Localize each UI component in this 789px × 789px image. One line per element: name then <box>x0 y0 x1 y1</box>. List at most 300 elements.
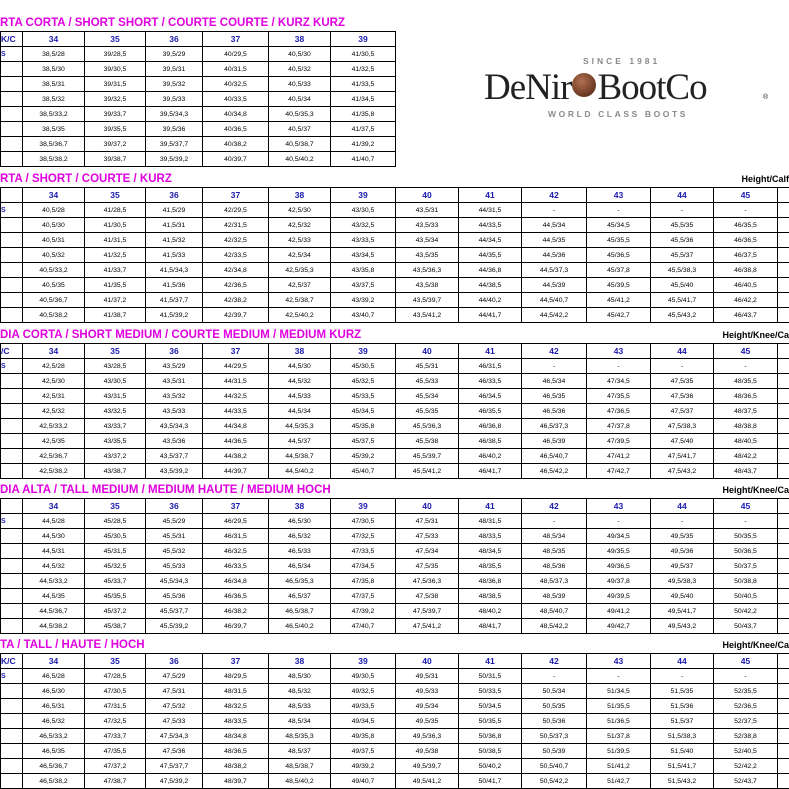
table-header-row <box>1 188 789 203</box>
measurement-cell: 38,5/28 <box>23 47 85 62</box>
measurement-cell: 43,5/35 <box>396 248 459 263</box>
measurement-cell: 47,5/36,3 <box>396 574 459 589</box>
measurement-cell: 46,5/28 <box>23 669 85 684</box>
section-title: RTA / SHORT / COURTE / KURZ <box>0 173 172 185</box>
measurement-cell: 45,5/36 <box>651 233 714 248</box>
measurement-cell: 46,5/34 <box>269 559 331 574</box>
measurement-cell: 45/34,5 <box>587 218 651 233</box>
measurement-cell: 50,5/35 <box>522 699 587 714</box>
measurement-cell: 48/32,5 <box>203 699 269 714</box>
measurement-cell: 52/36,5 <box>714 699 778 714</box>
measurement-cell: 43,5/37,7 <box>146 449 203 464</box>
measurement-cell: 43/31,5 <box>85 389 146 404</box>
table-header-row <box>1 654 789 669</box>
table-row <box>1 544 789 559</box>
measurement-cell: 45,5/38 <box>396 434 459 449</box>
header-size-cell <box>778 344 789 359</box>
measurement-cell: 43/30,5 <box>331 203 396 218</box>
table-row <box>1 359 789 374</box>
measurement-cell: 46/40,5 <box>714 278 778 293</box>
row-label <box>1 529 23 544</box>
row-label: S <box>1 47 23 62</box>
measurement-cell: 45,5/33 <box>146 559 203 574</box>
row-label <box>1 544 23 559</box>
measurement-cell: 47/34,5 <box>331 559 396 574</box>
measurement-cell: 45,5/36,3 <box>396 419 459 434</box>
section-measure-label: Height/Knee/Ca <box>722 485 789 495</box>
measurement-cell: 48/33,5 <box>203 714 269 729</box>
header-size-cell: 39 <box>331 32 396 47</box>
measurement-cell: 45,5/37 <box>651 248 714 263</box>
measurement-cell: 45,5/34,3 <box>146 574 203 589</box>
measurement-cell: 42,5/36,7 <box>23 449 85 464</box>
measurement-cell <box>778 589 789 604</box>
measurement-cell: 47/42,7 <box>587 464 651 479</box>
header-size-cell: 34 <box>23 32 85 47</box>
brand-logo <box>478 54 778 124</box>
measurement-cell: 48,5/40,2 <box>269 774 331 789</box>
measurement-cell: 43/37,2 <box>85 449 146 464</box>
measurement-cell: - <box>522 203 587 218</box>
measurement-cell: 45/32,5 <box>85 559 146 574</box>
measurement-cell: 44,5/35 <box>522 233 587 248</box>
measurement-cell: 51/36,5 <box>587 714 651 729</box>
measurement-cell: 43/34,5 <box>331 248 396 263</box>
measurement-cell: 49,5/40 <box>651 589 714 604</box>
measurement-cell: 42,5/35,3 <box>269 263 331 278</box>
measurement-cell: 43/38,7 <box>85 464 146 479</box>
measurement-cell: 46/33,5 <box>459 374 522 389</box>
measurement-cell: 44/38,5 <box>459 278 522 293</box>
measurement-cell: 41,5/36 <box>146 278 203 293</box>
measurement-cell: 51,5/37 <box>651 714 714 729</box>
table-row <box>1 248 789 263</box>
measurement-cell: 52/37,5 <box>714 714 778 729</box>
measurement-cell: 50/36,5 <box>714 544 778 559</box>
measurement-cell: 49/37,5 <box>331 744 396 759</box>
measurement-cell: 45/37,2 <box>85 604 146 619</box>
measurement-cell: 48,5/35,3 <box>269 729 331 744</box>
table-row <box>1 389 789 404</box>
table-row <box>1 62 396 77</box>
row-label <box>1 574 23 589</box>
measurement-cell: 40,5/37 <box>269 122 331 137</box>
row-label <box>1 619 23 634</box>
measurement-cell: 41/28,5 <box>85 203 146 218</box>
measurement-cell: 46,5/30 <box>23 684 85 699</box>
header-size-cell: 45 <box>714 499 778 514</box>
row-label <box>1 744 23 759</box>
measurement-cell: 42/34,8 <box>203 263 269 278</box>
measurement-cell: 42,5/30 <box>23 374 85 389</box>
measurement-cell: 43,5/31 <box>146 374 203 389</box>
measurement-cell: 38,5/35 <box>23 122 85 137</box>
measurement-cell: 41/33,7 <box>85 263 146 278</box>
measurement-cell: 48,5/37 <box>269 744 331 759</box>
measurement-cell: 45/38,7 <box>85 619 146 634</box>
measurement-cell: 41/32,5 <box>331 62 396 77</box>
measurement-cell: 49,5/34 <box>396 699 459 714</box>
measurement-cell <box>778 359 789 374</box>
measurement-cell: 47/33,7 <box>85 729 146 744</box>
measurement-cell: 38,5/38,2 <box>23 152 85 167</box>
table-row <box>1 759 789 774</box>
row-label: S <box>1 359 23 374</box>
measurement-cell <box>778 619 789 634</box>
measurement-cell: 47/35,8 <box>331 574 396 589</box>
measurement-cell: 49/42,7 <box>587 619 651 634</box>
measurement-cell: 47,5/31 <box>396 514 459 529</box>
measurement-cell: 41/30,5 <box>331 47 396 62</box>
measurement-cell: 52/43,7 <box>714 774 778 789</box>
measurement-cell: 46,5/35 <box>522 389 587 404</box>
measurement-cell: 49,5/43,2 <box>651 619 714 634</box>
table-header-row <box>1 344 789 359</box>
measurement-cell: 41,5/34,3 <box>146 263 203 278</box>
measurement-cell: 48/39,7 <box>203 774 269 789</box>
measurement-cell: 45,5/31 <box>396 359 459 374</box>
measurement-cell: 46,5/40,7 <box>522 449 587 464</box>
measurement-cell: 44/35,5 <box>459 248 522 263</box>
measurement-cell: 40/29,5 <box>203 47 269 62</box>
measurement-cell <box>778 774 789 789</box>
size-table <box>0 187 789 323</box>
measurement-cell <box>778 374 789 389</box>
measurement-cell: 44,5/39 <box>522 278 587 293</box>
measurement-cell: 40/34,8 <box>203 107 269 122</box>
measurement-cell: 46/40,2 <box>459 449 522 464</box>
measurement-cell: - <box>587 514 651 529</box>
measurement-cell: 43/28,5 <box>85 359 146 374</box>
measurement-cell: 45,5/35 <box>396 404 459 419</box>
size-table <box>0 498 789 634</box>
measurement-cell: 45/41,2 <box>587 293 651 308</box>
measurement-cell: 42,5/35 <box>23 434 85 449</box>
table-row <box>1 604 789 619</box>
measurement-cell: 44,5/33,2 <box>23 574 85 589</box>
measurement-cell: 42,5/30 <box>269 203 331 218</box>
measurement-cell: 45,5/32 <box>146 544 203 559</box>
measurement-cell: 48/31,5 <box>203 684 269 699</box>
measurement-cell: 39/28,5 <box>85 47 146 62</box>
header-size-cell <box>778 499 789 514</box>
measurement-cell: 40,5/30 <box>269 47 331 62</box>
measurement-cell: 48/35,5 <box>459 559 522 574</box>
measurement-cell: - <box>651 669 714 684</box>
measurement-cell: 45/39,5 <box>587 278 651 293</box>
measurement-cell: 46,5/40,2 <box>269 619 331 634</box>
measurement-cell: 47,5/33 <box>396 529 459 544</box>
measurement-cell <box>778 729 789 744</box>
header-size-cell: 36 <box>146 188 203 203</box>
measurement-cell: 45/42,7 <box>587 308 651 323</box>
measurement-cell: 42/31,5 <box>203 218 269 233</box>
measurement-cell: 45,5/33 <box>396 374 459 389</box>
measurement-cell: 39,5/29 <box>146 47 203 62</box>
measurement-cell: 50/38,8 <box>714 574 778 589</box>
header-size-cell: 35 <box>85 654 146 669</box>
measurement-cell <box>778 404 789 419</box>
measurement-cell: 43,5/34,3 <box>146 419 203 434</box>
measurement-cell: 42,5/31 <box>23 389 85 404</box>
measurement-cell: 47/28,5 <box>85 669 146 684</box>
measurement-cell: 45/40,7 <box>331 464 396 479</box>
size-table <box>0 31 396 167</box>
measurement-cell: 47/35,5 <box>587 389 651 404</box>
measurement-cell: 44/33,5 <box>203 404 269 419</box>
header-size-cell: 45 <box>714 188 778 203</box>
measurement-cell: 45,5/29 <box>146 514 203 529</box>
header-size-cell: 38 <box>269 188 331 203</box>
measurement-cell: 42,5/32 <box>23 404 85 419</box>
measurement-cell: 44/36,5 <box>203 434 269 449</box>
measurement-cell <box>778 759 789 774</box>
measurement-cell: 45/35,5 <box>587 233 651 248</box>
measurement-cell: 47,5/35 <box>396 559 459 574</box>
header-size-cell: 40 <box>396 344 459 359</box>
measurement-cell <box>778 714 789 729</box>
measurement-cell: 50/40,2 <box>459 759 522 774</box>
measurement-cell: 48,5/39 <box>522 589 587 604</box>
measurement-cell <box>778 744 789 759</box>
measurement-cell: 43/35,8 <box>331 263 396 278</box>
measurement-cell: 42/32,5 <box>203 233 269 248</box>
measurement-cell: 43,5/29 <box>146 359 203 374</box>
header-size-cell: 38 <box>269 499 331 514</box>
measurement-cell <box>778 434 789 449</box>
measurement-cell <box>778 684 789 699</box>
header-size-cell: 36 <box>146 499 203 514</box>
measurement-cell <box>778 278 789 293</box>
measurement-cell: 50,5/37,3 <box>522 729 587 744</box>
measurement-cell: 44,5/35,3 <box>269 419 331 434</box>
measurement-cell: 38,5/32 <box>23 92 85 107</box>
measurement-cell: 49,5/35 <box>396 714 459 729</box>
measurement-cell: 41/33,5 <box>331 77 396 92</box>
measurement-cell: 41/35,5 <box>85 278 146 293</box>
measurement-cell: 45,5/34 <box>396 389 459 404</box>
measurement-cell: 41,5/29 <box>146 203 203 218</box>
measurement-cell: 48,5/37,3 <box>522 574 587 589</box>
row-label <box>1 714 23 729</box>
measurement-cell: 44/34,5 <box>459 233 522 248</box>
measurement-cell: 48/36,8 <box>459 574 522 589</box>
measurement-cell: 49,5/31 <box>396 669 459 684</box>
measurement-cell: 41/31,5 <box>85 233 146 248</box>
header-size-cell: 40 <box>396 499 459 514</box>
measurement-cell: 46/43,7 <box>714 308 778 323</box>
row-label <box>1 122 23 137</box>
header-size-cell: 42 <box>522 344 587 359</box>
measurement-cell: 40,5/33 <box>269 77 331 92</box>
measurement-cell: 48/41,7 <box>459 619 522 634</box>
table-row <box>1 218 789 233</box>
measurement-cell: 44,5/40,2 <box>269 464 331 479</box>
header-size-cell: 41 <box>459 499 522 514</box>
header-size-cell: 43 <box>587 654 651 669</box>
measurement-cell: 39/33,7 <box>85 107 146 122</box>
measurement-cell: 46,5/30 <box>269 514 331 529</box>
measurement-cell: 44,5/28 <box>23 514 85 529</box>
measurement-cell: 45/35,8 <box>331 419 396 434</box>
measurement-cell: 48/29,5 <box>203 669 269 684</box>
measurement-cell: 45/37,8 <box>587 263 651 278</box>
table-row <box>1 699 789 714</box>
measurement-cell: 45,5/36 <box>146 589 203 604</box>
measurement-cell: - <box>651 359 714 374</box>
measurement-cell: 43/40,7 <box>331 308 396 323</box>
measurement-cell: 44,5/34 <box>522 218 587 233</box>
measurement-cell: 43/32,5 <box>331 218 396 233</box>
measurement-cell: 46/32,5 <box>203 544 269 559</box>
measurement-cell: 51,5/41,7 <box>651 759 714 774</box>
measurement-cell: 50,5/36 <box>522 714 587 729</box>
row-label <box>1 263 23 278</box>
measurement-cell: 49/34,5 <box>587 529 651 544</box>
table-row <box>1 559 789 574</box>
measurement-cell: 45,5/43,2 <box>651 308 714 323</box>
measurement-cell: - <box>651 514 714 529</box>
measurement-cell: 43/32,5 <box>85 404 146 419</box>
measurement-cell: 46/34,8 <box>203 574 269 589</box>
table-row <box>1 529 789 544</box>
measurement-cell: 44,5/32 <box>23 559 85 574</box>
measurement-cell: 44/31,5 <box>203 374 269 389</box>
measurement-cell: 49/41,2 <box>587 604 651 619</box>
table-row <box>1 514 789 529</box>
row-label <box>1 464 23 479</box>
measurement-cell: 48,5/33 <box>269 699 331 714</box>
header-size-cell: 34 <box>23 344 85 359</box>
measurement-cell: 44/38,2 <box>203 449 269 464</box>
measurement-cell: 48/33,5 <box>459 529 522 544</box>
measurement-cell: 42/29,5 <box>203 203 269 218</box>
measurement-cell: 45/35,5 <box>85 589 146 604</box>
measurement-cell: 52/35,5 <box>714 684 778 699</box>
measurement-cell: 39/32,5 <box>85 92 146 107</box>
measurement-cell <box>778 574 789 589</box>
measurement-cell: 39,5/33 <box>146 92 203 107</box>
measurement-cell: 47/39,2 <box>331 604 396 619</box>
measurement-cell: 41/32,5 <box>85 248 146 263</box>
row-label <box>1 604 23 619</box>
header-size-cell: 34 <box>23 654 85 669</box>
measurement-cell: 44,5/38,2 <box>23 619 85 634</box>
measurement-cell: 50/34,5 <box>459 699 522 714</box>
measurement-cell: 43,5/36,3 <box>396 263 459 278</box>
measurement-cell: 49,5/38,3 <box>651 574 714 589</box>
measurement-cell <box>778 699 789 714</box>
header-size-cell: 38 <box>269 344 331 359</box>
measurement-cell: 43,5/31 <box>396 203 459 218</box>
measurement-cell: 52/40,5 <box>714 744 778 759</box>
measurement-cell: 44,5/37 <box>269 434 331 449</box>
header-size-cell: 45 <box>714 654 778 669</box>
measurement-cell: 44,5/40,7 <box>522 293 587 308</box>
measurement-cell: 52/38,8 <box>714 729 778 744</box>
measurement-cell: 43,5/36 <box>146 434 203 449</box>
measurement-cell: 41,5/31 <box>146 218 203 233</box>
measurement-cell: 50/31,5 <box>459 669 522 684</box>
measurement-cell: 39,5/37,7 <box>146 137 203 152</box>
measurement-cell: 44,5/38,7 <box>269 449 331 464</box>
header-size-cell: 43 <box>587 499 651 514</box>
table-row <box>1 404 789 419</box>
measurement-cell: 46/38,5 <box>459 434 522 449</box>
measurement-cell: 43/35,5 <box>85 434 146 449</box>
measurement-cell <box>778 248 789 263</box>
measurement-cell: 41,5/33 <box>146 248 203 263</box>
measurement-cell: - <box>522 669 587 684</box>
measurement-cell: 49,5/37 <box>651 559 714 574</box>
measurement-cell: 46,5/42,2 <box>522 464 587 479</box>
measurement-cell: 46/38,2 <box>203 604 269 619</box>
measurement-cell: 45,5/39,7 <box>396 449 459 464</box>
measurement-cell: - <box>714 359 778 374</box>
measurement-cell: 45/37,5 <box>331 434 396 449</box>
measurement-cell: 46,5/33 <box>269 544 331 559</box>
measurement-cell: 46/35,5 <box>459 404 522 419</box>
logo-brand-name <box>484 66 707 109</box>
measurement-cell: 45/31,5 <box>85 544 146 559</box>
header-row-label <box>1 499 23 514</box>
measurement-cell: 48/34,5 <box>459 544 522 559</box>
measurement-cell: 47,5/37,7 <box>146 759 203 774</box>
header-size-cell: 42 <box>522 188 587 203</box>
measurement-cell: 48/36,5 <box>714 389 778 404</box>
row-label <box>1 389 23 404</box>
measurement-cell: 40/33,5 <box>203 92 269 107</box>
measurement-cell: 51/34,5 <box>587 684 651 699</box>
measurement-cell: 40,5/38,2 <box>23 308 85 323</box>
row-label <box>1 559 23 574</box>
measurement-cell: 42,5/32 <box>269 218 331 233</box>
measurement-cell: 52/42,2 <box>714 759 778 774</box>
table-row <box>1 263 789 278</box>
table-row <box>1 774 789 789</box>
table-row <box>1 744 789 759</box>
measurement-cell: 47/32,5 <box>85 714 146 729</box>
measurement-cell: 40,5/28 <box>23 203 85 218</box>
header-size-cell: 39 <box>331 499 396 514</box>
header-size-cell: 38 <box>269 32 331 47</box>
measurement-cell: 42,5/40,2 <box>269 308 331 323</box>
measurement-cell: 42,5/28 <box>23 359 85 374</box>
measurement-cell: 44,5/30 <box>269 359 331 374</box>
measurement-cell: 48,5/38,7 <box>269 759 331 774</box>
table-row <box>1 293 789 308</box>
measurement-cell: 43,5/39,7 <box>396 293 459 308</box>
measurement-cell: 39/37,2 <box>85 137 146 152</box>
measurement-cell: 47/34,5 <box>587 374 651 389</box>
measurement-cell: 43/33,7 <box>85 419 146 434</box>
row-label: S <box>1 669 23 684</box>
measurement-cell: 44,5/31 <box>23 544 85 559</box>
measurement-cell: 50,5/34 <box>522 684 587 699</box>
table-row <box>1 574 789 589</box>
measurement-cell: 51,5/40 <box>651 744 714 759</box>
measurement-cell: 50/37,5 <box>714 559 778 574</box>
measurement-cell: 47/30,5 <box>331 514 396 529</box>
measurement-cell <box>778 529 789 544</box>
table-row <box>1 449 789 464</box>
measurement-cell: 42/36,5 <box>203 278 269 293</box>
measurement-cell: 51,5/35 <box>651 684 714 699</box>
table-row <box>1 464 789 479</box>
measurement-cell: 47/35,5 <box>85 744 146 759</box>
measurement-cell: 47,5/31 <box>146 684 203 699</box>
measurement-cell: 48/37,5 <box>714 404 778 419</box>
